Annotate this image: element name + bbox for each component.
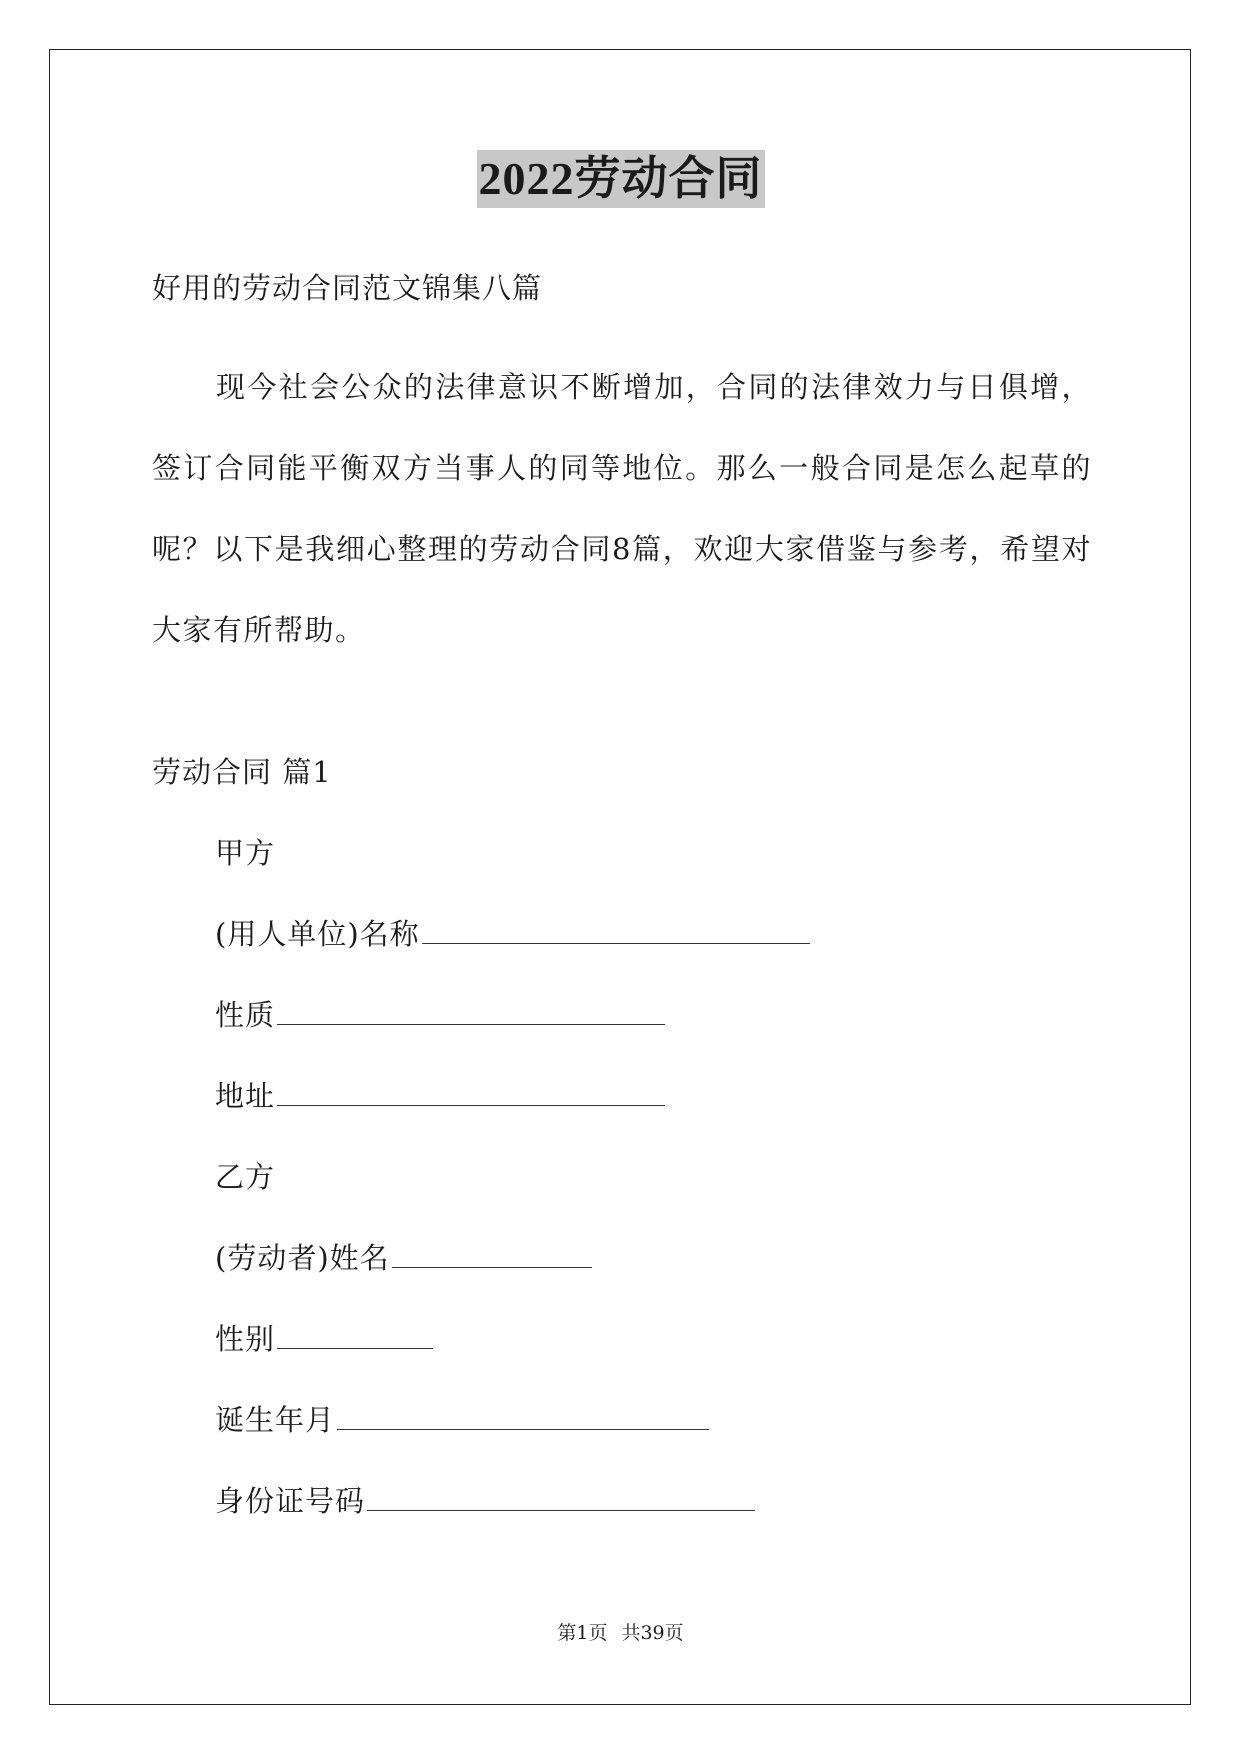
party-b-name-blank — [392, 1241, 592, 1268]
page-number-current: 第1页 — [557, 1622, 608, 1644]
party-b-label: 乙方 — [215, 1160, 276, 1194]
document-subtitle: 好用的劳动合同范文锦集八篇 — [152, 271, 543, 305]
party-b-birth-row — [215, 1400, 709, 1440]
party-a-nature-row — [215, 995, 665, 1035]
party-b-id-label: 身份证号码 — [215, 1484, 366, 1518]
party-a-name-blank — [422, 917, 810, 944]
party-a-address-blank — [277, 1079, 665, 1106]
party-a-name-label: (用人单位)名称 — [215, 917, 420, 951]
party-b-id-blank — [367, 1484, 755, 1511]
party-b-name-row — [215, 1238, 592, 1278]
document-title — [0, 150, 1241, 208]
party-b-name-label: (劳动者)姓名 — [215, 1241, 390, 1275]
party-a-address-row — [215, 1076, 665, 1116]
party-b-gender-blank — [277, 1322, 433, 1349]
party-a-name-row — [215, 914, 810, 954]
page-number-total: 共39页 — [621, 1622, 684, 1644]
intro-paragraph: 现今社会公众的法律意识不断增加，合同的法律效力与日俱增，签订合同能平衡双方当事人的同等地位。那么一般合同是怎么起草的呢？以下是我细心整理的劳动合同8篇，欢迎大家借鉴与参考，希望对大家有所帮助。 — [152, 370, 1092, 647]
party-a-label: 甲方 — [215, 836, 276, 870]
document-title-text: 2022劳动合同 — [477, 150, 765, 208]
party-a-address-label: 地址 — [215, 1079, 276, 1113]
section-heading: 劳动合同 篇1 — [152, 755, 332, 789]
party-b-gender-row — [215, 1319, 433, 1359]
party-b-birth-blank — [337, 1403, 709, 1430]
party-a-nature-blank — [277, 998, 665, 1025]
page-footer — [0, 1621, 1241, 1645]
party-b-id-row — [215, 1481, 755, 1521]
party-a-nature-label: 性质 — [215, 998, 276, 1032]
party-b-birth-label: 诞生年月 — [215, 1403, 336, 1437]
party-b-gender-label: 性别 — [215, 1322, 276, 1356]
